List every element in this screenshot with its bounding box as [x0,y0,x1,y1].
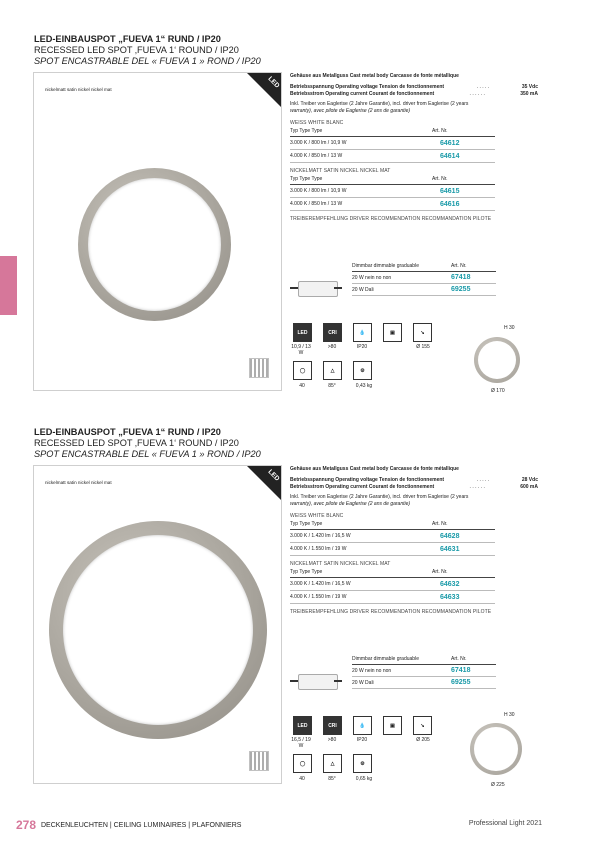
cutout-icon: ▣ [383,716,402,735]
product-2-current: Betriebsstrom Operating current Courant de fonctionnement . . . . . . 600 mA [290,484,538,490]
row-type: 4.000 K / 850 lm / 13 W [290,198,432,211]
qr-code-icon [249,358,269,378]
row-type: 3.000 K / 800 lm / 10,9 W [290,185,432,198]
diameter-dimension: Ø 170 [491,388,505,394]
led-badge-corner [247,73,281,107]
driver-image [290,271,340,305]
table-row [352,665,496,677]
product-1-title-fr: SPOT ENCASTRABLE DEL « FUEVA 1 » ROND / IP20 [34,56,261,66]
row-art: 64614 [432,150,495,163]
product-1-voltage: Betriebsspannung Operating voltage Tension de fonctionnement . . . . . 35 Vdc [290,84,538,90]
driver-box [298,281,338,297]
product-1-current: Betriebsstrom Operating current Courant de fonctionnement . . . . . . 350 mA [290,91,538,97]
row-art: 64628 [432,530,495,543]
table-row [290,150,495,163]
type-header: Typ Type Type [290,568,432,578]
watt-value: 16,5 / 19 W [291,737,311,749]
row-art: 69255 [443,284,496,296]
ip-value: IP20 [356,344,368,350]
led-badge-text: LED [266,468,281,483]
product-2-voltage: Betriebsspannung Operating voltage Tension de fonctionnement . . . . . 28 Vdc [290,477,538,483]
product-1-body: Gehäuse aus Metallguss Cast metal body Carcasse de fonte métallique [290,73,459,79]
lifetime-icon: ◯ [293,361,312,380]
led-badge-text: LED [266,75,281,90]
weight-value: 0,65 kg [355,776,373,782]
row-art: 67418 [443,665,496,677]
row-type: 3.000 K / 1.420 lm / 16,5 W [290,578,432,591]
row-type: 20 W nein no non [352,272,443,284]
table-row [290,198,495,211]
art-header: Art. Nr. [432,520,495,530]
mounting-icon: ↘ [413,716,432,735]
row-art: 64631 [432,543,495,556]
product-2-header [34,427,261,460]
table-row [290,185,495,198]
ring-inner [474,727,518,771]
ip-drop-icon: 💧 [353,323,372,342]
product-1-finish-label: nickelmatt satin nickel nickel mat [45,87,112,92]
driver-note-2: warranty), avec pilote de Eaglerise (2 ans de garantie) [290,108,411,114]
product-2-ring-image [49,521,267,739]
hours-value: 40 [299,383,305,389]
driver-image [290,664,340,698]
row-art: 64616 [432,198,495,211]
voltage-value: 28 Vdc [521,477,538,483]
cri-value: >80 [327,344,337,350]
art-header: Art. Nr. [443,261,496,272]
current-label: Betriebsstrom Operating current Courant de fonctionnement [290,484,435,490]
driver-section-title: TREIBEREMPFEHLUNG DRIVER RECOMMENDATION RECOMMANDATION PILOTE [290,609,492,615]
driver-note-2: warranty), avec pilote de Eaglerise (2 ans de garantie) [290,501,411,507]
row-art: 64612 [432,137,495,150]
row-art: 64633 [432,591,495,604]
cri-icon: CRI [323,323,342,342]
hours-value: 40 [299,776,305,782]
mounting-icon: ↘ [413,323,432,342]
driver-wire [334,680,342,682]
cutout-icon: ▣ [383,323,402,342]
product-1-ring-image [78,168,231,321]
row-type: 4.000 K / 850 lm / 13 W [290,150,432,163]
height-dimension: H 30 [504,712,515,718]
row-type: 20 W Dali [352,677,443,689]
section-tab-marker [0,256,17,315]
page-footer [16,818,241,832]
driver-box [298,674,338,690]
voltage-value: 35 Vdc [521,84,538,90]
product-2-body: Gehäuse aus Metallguss Cast metal body Carcasse de fonte métallique [290,466,459,472]
product-2-finish-label: nickelmatt satin nickel nickel mat [45,480,112,485]
angle-value: 85° [328,383,336,389]
table-row [290,530,495,543]
cri-value: >80 [327,737,337,743]
led-badge-corner [247,466,281,500]
row-art: 64615 [432,185,495,198]
driver-header: Dimmbar dimmable graduable [352,654,443,665]
product-2-ring-inner [63,535,253,725]
ip-value: IP20 [356,737,368,743]
product-1-header [34,34,261,67]
qr-code-icon [249,751,269,771]
product-2-dimension-ring [470,723,522,775]
footer-section: DECKENLEUCHTEN | CEILING LUMINAIRES | PLAFONNIERS [40,822,242,829]
cutout-value: Ø 205 [416,737,430,743]
beam-angle-icon: △ [323,754,342,773]
row-type: 20 W nein no non [352,665,443,677]
footer-brand: Professional Light 2021 [468,820,542,827]
weight-value: 0,43 kg [355,383,373,389]
white-section-title: WEISS WHITE BLANC [290,513,344,519]
art-header: Art. Nr. [443,654,496,665]
type-header: Typ Type Type [290,175,432,185]
voltage-label: Betriebsspannung Operating voltage Tension de fonctionnement [290,477,445,483]
nickel-section-title: NICKELMATT SATIN NICKEL NICKEL MAT [290,168,391,174]
type-header: Typ Type Type [290,127,432,137]
row-art: 67418 [443,272,496,284]
row-type: 20 W Dali [352,284,443,296]
driver-table [352,654,496,689]
table-row [352,677,496,689]
white-section-title: WEISS WHITE BLANC [290,120,344,126]
watt-value: 10,9 / 13 W [291,344,311,356]
product-2-title-en: RECESSED LED SPOT ‚FUEVA 1‘ ROUND / IP20 [34,438,239,448]
product-1-photo [33,72,282,391]
nickel-section-title: NICKELMATT SATIN NICKEL NICKEL MAT [290,561,391,567]
product-1-title-en: RECESSED LED SPOT ‚FUEVA 1‘ ROUND / IP20 [34,45,239,55]
white-table [290,127,495,163]
page-number: 278 [16,818,37,832]
art-header: Art. Nr. [432,568,495,578]
table-row [290,137,495,150]
product-1-title-de: LED-EINBAUSPOT „FUEVA 1“ RUND / IP20 [34,34,221,44]
table-row [290,591,495,604]
type-header: Typ Type Type [290,520,432,530]
diameter-dimension: Ø 225 [491,782,505,788]
white-table [290,520,495,556]
current-value: 600 mA [520,484,538,490]
driver-section-title: TREIBEREMPFEHLUNG DRIVER RECOMMENDATION RECOMMANDATION PILOTE [290,216,492,222]
product-1-dimension-ring [474,337,520,383]
driver-note-1: Inkl. Treiber von Eaglerise (2 Jahre Garantie), incl. driver from Eaglerise (2 years [290,101,469,107]
led-icon: LED [293,716,312,735]
row-type: 3.000 K / 1.420 lm / 16,5 W [290,530,432,543]
art-header: Art. Nr. [432,127,495,137]
driver-table [352,261,496,296]
table-row [352,272,496,284]
table-row [352,284,496,296]
product-2-title-de: LED-EINBAUSPOT „FUEVA 1“ RUND / IP20 [34,427,221,437]
row-art: 69255 [443,677,496,689]
lifetime-icon: ◯ [293,754,312,773]
weight-icon: ⚙ [353,754,372,773]
weight-icon: ⚙ [353,361,372,380]
driver-header: Dimmbar dimmable graduable [352,261,443,272]
voltage-label: Betriebsspannung Operating voltage Tension de fonctionnement [290,84,445,90]
table-row [290,543,495,556]
table-row [290,578,495,591]
product-1-specs [290,73,538,223]
nickel-table [290,568,495,604]
row-type: 3.000 K / 800 lm / 10,9 W [290,137,432,150]
product-2-photo [33,465,282,784]
driver-wire [334,287,342,289]
current-label: Betriebsstrom Operating current Courant de fonctionnement [290,91,435,97]
row-type: 4.000 K / 1.550 lm / 19 W [290,543,432,556]
row-type: 4.000 K / 1.550 lm / 19 W [290,591,432,604]
beam-angle-icon: △ [323,361,342,380]
cutout-value: Ø 155 [416,344,430,350]
art-header: Art. Nr. [432,175,495,185]
product-1-ring-inner [88,178,221,311]
height-dimension: H 30 [504,325,515,331]
row-art: 64632 [432,578,495,591]
ring-inner [478,341,516,379]
angle-value: 85° [328,776,336,782]
driver-note-1: Inkl. Treiber von Eaglerise (2 Jahre Garantie), incl. driver from Eaglerise (2 years [290,494,469,500]
product-2-title-fr: SPOT ENCASTRABLE DEL « FUEVA 1 » ROND / IP20 [34,449,261,459]
current-value: 350 mA [520,91,538,97]
ip-drop-icon: 💧 [353,716,372,735]
nickel-table [290,175,495,211]
cri-icon: CRI [323,716,342,735]
led-icon: LED [293,323,312,342]
product-2-specs [290,466,538,616]
